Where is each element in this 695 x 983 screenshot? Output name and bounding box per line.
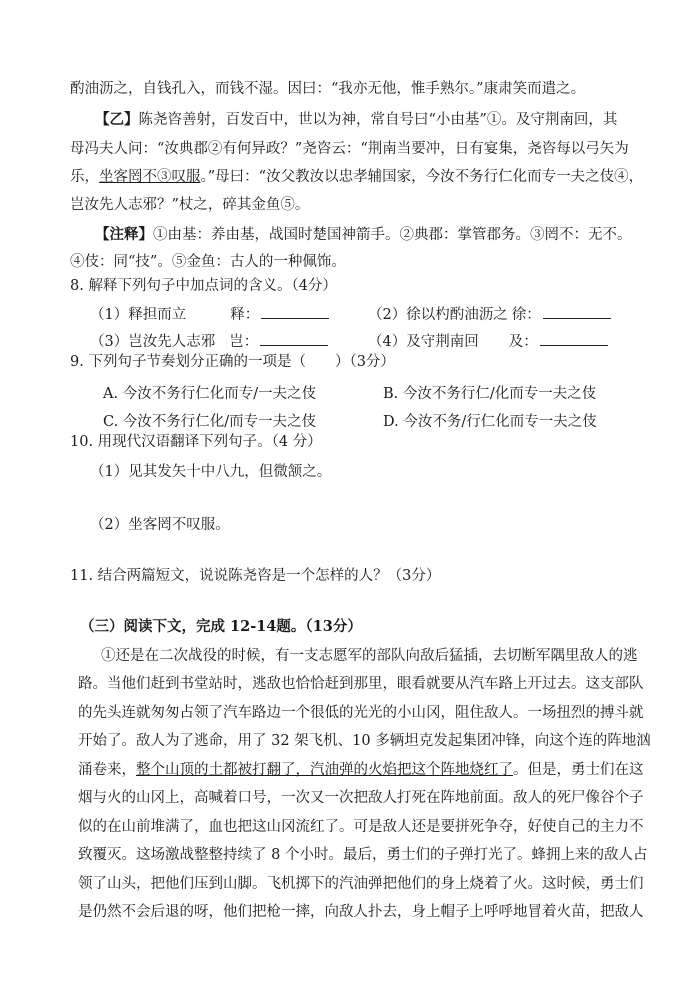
modern-passage-line-1: ①还是在二次战役的时候，有一支志愿军的部队向敌后猛插，去切断军隅里敌人的逃: [101, 648, 638, 664]
modern-passage-line-4: 开始了。敌人为了逃命，用了 32 架飞机、10 多辆坦克发起集团冲锋，向这个连的阵地汹: [78, 733, 651, 749]
q8-item-2-key: 徐：: [511, 307, 541, 323]
passage-line-4a: 乐，: [70, 169, 99, 185]
q9-option-c[interactable]: C. 今汝不务行仁化/而专一夫之伎: [103, 414, 317, 430]
section-3-title: （三）阅读下文，完成 12-14题。（13分）: [80, 618, 362, 635]
answer-blank[interactable]: [543, 304, 611, 319]
passage-line-5: 岂汝先人志邪？”杖之，碎其金鱼⑤。: [70, 197, 310, 213]
q8-item-1-key: 释：: [230, 307, 260, 323]
modern-passage-line-6: 烟与火的山冈上，高喊着口号，一次又一次把敌人打死在阵地前面。敌人的死尸像谷个子: [78, 790, 644, 806]
q8-item-3: [90, 330, 328, 351]
modern-passage-line-5b: 。但是，勇士们在这: [513, 762, 644, 778]
passage-line-4: [70, 167, 644, 187]
q9-option-b[interactable]: B. 今汝不务行仁/化而专一夫之伎: [383, 386, 597, 402]
passage-line-3: 母冯夫人问：“汝典郡②有何异政？”尧咨云：“荆南当要冲，日有宴集，尧咨每以弓矢为: [70, 141, 629, 157]
modern-passage-line-7: 似的在山前堆满了，血也把这山冈流红了。可是敌人还是要拼死争夺，好使自己的主力不: [78, 819, 644, 835]
q11-title: 11. 结合两篇短文，说说陈尧咨是一个怎样的人？（3分）: [70, 568, 441, 584]
yi-label: 【乙】: [95, 111, 139, 128]
q8-item-4: [368, 330, 608, 351]
passage-yi-line-1: [95, 110, 655, 130]
modern-passage-line-9: 领了山头，把他们压到山脚。飞机掷下的汽油弹把他们的身上烧着了火。这时候，勇士们: [78, 876, 644, 892]
q9-option-a[interactable]: A. 今汝不务行仁化而专/一夫之伎: [103, 386, 317, 402]
answer-blank[interactable]: [260, 331, 328, 346]
modern-passage-line-5: [78, 756, 644, 785]
modern-passage-line-2: 路。当他们赶到书堂站时，逃敌也恰恰赶到那里，眼看就要从汽车路上开过去。这支部队: [78, 676, 644, 692]
passage-line-1: 酌油沥之，自钱孔入，而钱不湿。因曰：“我亦无他，惟手熟尔。”康肃笑而遣之。: [70, 81, 586, 97]
q9-option-d[interactable]: D. 今汝不务/行仁化而专一夫之伎: [383, 414, 597, 430]
modern-passage-line-3: 的先头连就匆匆占领了汽车路边一个很低的光光的小山冈，阻住敌人。一场扭烈的搏斗就: [78, 705, 644, 721]
q8-item-4-sentence: （4）及守荆南回: [368, 334, 479, 350]
notes-line-1: [95, 225, 655, 245]
passage-line-4b: 。”母曰：“汝父教汝以忠孝辅国家，今汝不务行仁化而专一夫之伎④，: [200, 169, 644, 185]
q10-title: 10. 用现代汉语翻译下列句子。（4 分）: [70, 434, 322, 450]
modern-passage-line-10: 是仍然不会后退的呀，他们把枪一摔，向敌人扑去，身上帽子上呼呼地冒着火苗，把敌人: [78, 904, 644, 920]
notes-line-2: ④伎：同“技”。⑤金鱼：古人的一种佩饰。: [70, 254, 346, 270]
answer-blank[interactable]: [540, 331, 608, 346]
q8-item-2: [368, 303, 611, 324]
q8-item-1: [90, 303, 329, 324]
notes-text-1: ①由基：养由基，战国时楚国神箭手。②典郡：掌管郡务。③罔不：无不。: [153, 227, 632, 243]
q10-sentence-2: （2）坐客罔不叹服。: [90, 517, 230, 533]
underlined-sentence-2: 整个山顶的土都被打翻了，汽油弹的火焰把这个阵地烧红了: [136, 762, 513, 778]
q8-item-3-key: 岂：: [229, 334, 259, 350]
q9-title: 9. 下列句子节奏划分正确的一项是（ ）（3分）: [70, 354, 395, 370]
modern-passage-line-8: 致覆灭。这场激战整整持续了 8 个小时。最后，勇士们的子弹打光了。蜂拥上来的敌人占: [78, 847, 648, 863]
underlined-sentence: 坐客罔不③叹服: [99, 169, 201, 185]
q8-item-2-sentence: （2）徐以杓酌油沥之: [368, 307, 508, 323]
q8-title: 8. 解释下列句子中加点词的含义。（4分）: [70, 278, 337, 294]
q8-item-4-key: 及：: [508, 334, 538, 350]
q8-item-3-sentence: （3）岂汝先人志邪: [90, 334, 216, 350]
modern-passage-line-5a: 涌卷来，: [78, 762, 136, 778]
q8-item-1-sentence: （1）释担而立: [90, 307, 187, 323]
answer-blank[interactable]: [261, 304, 329, 319]
passage-line-2: 陈尧咨善射，百发百中，世以为神，常自号曰“小由基”①。及守荆南回，其: [138, 112, 618, 128]
notes-label: 【注释】: [95, 226, 153, 243]
q10-sentence-1: （1）见其发矢十中八九，但微颔之。: [90, 464, 332, 480]
